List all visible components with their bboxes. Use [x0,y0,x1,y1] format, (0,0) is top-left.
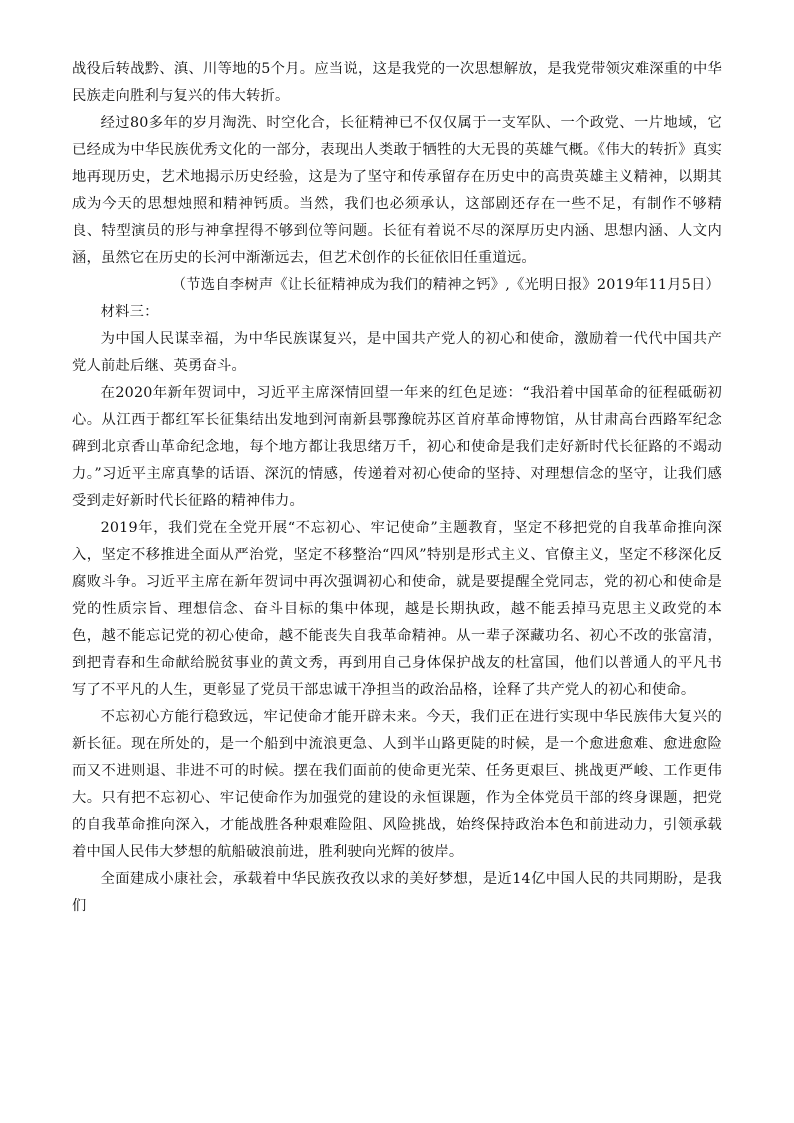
paragraph-moderately-prosperous: 全面建成小康社会，承载着中华民族孜孜以求的美好梦想，是近14亿中国人民的共同期盼，是我们 [72,871,722,914]
paragraph-new-year-address: 在2020年新年贺词中，习近平主席深情回望一年来的红色足迹：“我沿着中国革命的征程砥砺初心。从江西于都红军长征集结出发地到河南新县鄂豫皖苏区首府革命博物馆，从甘肃高台西路军纪念碑到北京香山革命纪念地，每个地方都让我思绪万千，初心和使命是我们走好新时代长征路的不竭动力。”习近平主席真挚的话语、深沉的情感，传递着对初心使命的坚持、对理想信念的坚守，让我们感受到走好新时代长征路的精神伟力。 [72,385,722,509]
paragraph-new-long-march: 不忘初心方能行稳致远，牢记使命才能开辟未来。今天，我们正在进行实现中华民族伟大复兴的新长征。现在所处的，是一个船到中流浪更急、人到半山路更陡的时候，是一个愈进愈难、愈进愈险而又不进则退、非进不可的时候。摆在我们面前的使命更光荣、任务更艰巨、挑战更严峻、工作更伟大。只有把不忘初心、牢记使命作为加强党的建设的永恒课题，作为全体党员干部的终身课题，把党的自我革命推向深入，才能战胜各种艰难险阻、风险挑战，始终保持政治本色和前进动力，引领承载着中国人民伟大梦想的航船破浪前进，胜利驶向光辉的彼岸。 [72,709,722,860]
paragraph-long-march-spirit: 经过80多年的岁月淘洗、时空化合，长征精神已不仅仅属于一支军队、一个政党、一片地域，它已经成为中华民族优秀文化的一部分，表现出人类敢于牺牲的大无畏的英雄气概。《伟大的转折》真实地再现历史，艺术地揭示历史经验，这是为了坚守和传承留存在历史中的高贵英雄主义精神，以期其成为今天的思想烛照和精神钙质。当然，我们也必须承认，这部剧还存在一些不足，有制作不够精良、特型演员的形与神拿捏得不够到位等问题。长征有着说不尽的深厚历史内涵、思想内涵、人文内涵，虽然它在历史的长河中渐渐远去，但艺术创作的长征依旧任重道远。 [72,115,722,266]
paragraph-original-aspiration: 为中国人民谋幸福，为中华民族谋复兴，是中国共产党人的初心和使命，激励着一代代中国共产党人前赴后继、英勇奋斗。 [72,331,722,374]
material-label: 材料三： [100,304,159,320]
paragraph-education-campaign: 2019年，我们党在全党开展“不忘初心、牢记使命”主题教育，坚定不移把党的自我革命推向深入，坚定不移推进全面从严治党，坚定不移整治“四风”特别是形式主义、官僚主义，坚定不移深化反腐败斗争。习近平主席在新年贺词中再次强调初心和使命，就是要提醒全党同志，党的初心和使命是党的性质宗旨、理想信念、奋斗目标的集中体现，越是长期执政，越不能丢掉马克思主义政党的本色，越不能忘记党的初心使命，越不能丧失自我革命精神。从一辈子深藏功名、初心不改的张富清，到把青春和生命献给脱贫事业的黄文秀，再到用自己身体保护战友的杜富国，他们以普通人的平凡书写了不平凡的人生，更彰显了党员干部忠诚干净担当的政治品格，诠释了共产党人的初心和使命。 [72,520,722,698]
paragraph-continuation: 战役后转战黔、滇、川等地的5个月。应当说，这是我党的一次思想解放，是我党带领灾难深重的中华民族走向胜利与复兴的伟大转折。 [72,61,722,104]
source-citation: （节选自李树声《让长征精神成为我们的精神之钙》,《光明日报》2019年11月5日） [171,277,720,293]
